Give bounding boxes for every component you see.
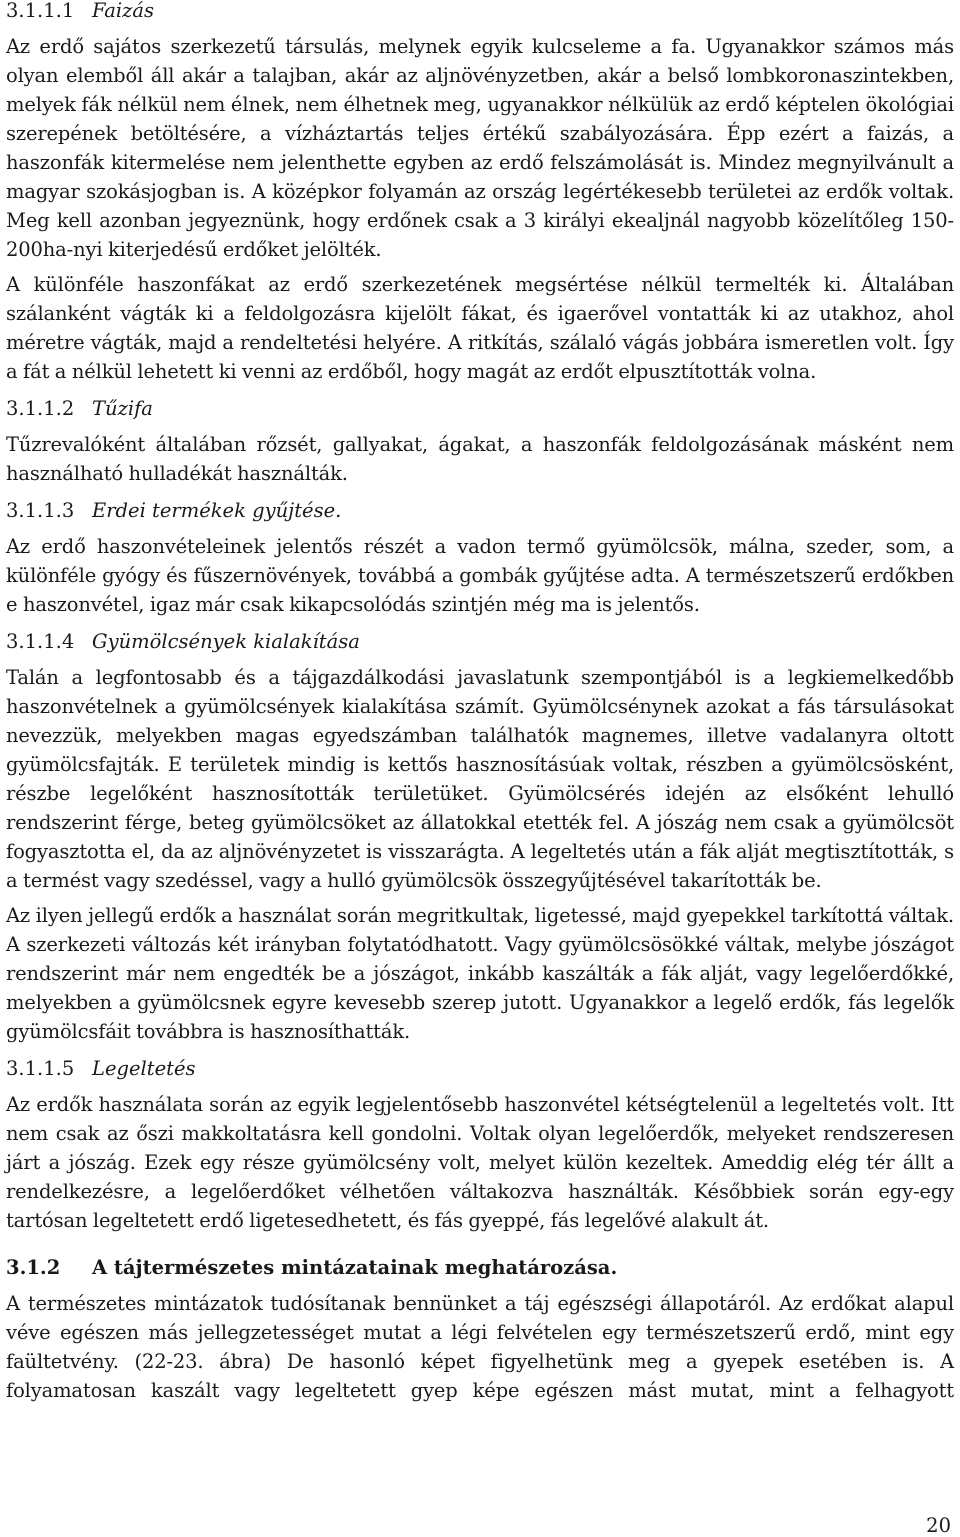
paragraph: Az ilyen jellegű erdők a használat során megritkultak, ligetessé, majd gyepekkel tarkítottá váltak. A szerkezeti változás két irányban folytatódhatott. Vagy gyümölcsösökké váltak, melybe jószágot rendszerint már nem engedték be a jószágot, inkább kaszálták a fák alját, vagy legelőerdőkké, melyekben a gyümölcsnek egyre kevesebb szerep jutott. Ugyanakkor a legelő erdők, fás legelők gyümölcsfáit továbbra is hasznosíthatták.	[6, 904, 954, 1043]
page-content	[6, 0, 954, 1405]
section-title: Gyümölcsények kialakítása	[92, 630, 360, 653]
section-number: 3.1.1.4	[6, 630, 75, 653]
section-number: 3.1.1.3	[6, 499, 75, 522]
section-title: A tájtermészetes mintázatainak meghatározása.	[92, 1256, 618, 1279]
section-title: Faizás	[92, 0, 154, 22]
section-number: 3.1.2	[6, 1256, 61, 1279]
section-heading-tuzifa	[6, 398, 954, 420]
paragraph: Talán a legfontosabb és a tájgazdálkodási javaslatunk szempontjából is a legkiemelkedőbb haszonvételnek a gyümölcsények kialakítása számít. Gyümölcsénynek azokat a fás társulásokat nevezzük, melyekben magas egyedszámban találhatók magnemes, illetve vadalanyra oltott gyümölcsfajták. E területek mindig is kettős hasznosításúak voltak, részben a gyümölcsösként, részbe legelőként hasznosították területüket. Gyümölcsérés idején az elsőként lehulló rendszerint férge, beteg gyümölcsöket az állatokkal etették fel. A jószág nem csak a gyümölcsöt fogyasztotta el, da az aljnövényzetet is visszarágta. A legeltetés után a fák alját megtisztították, s a termést vagy szedéssel, vagy a hulló gyümölcsök összegyűjtésével takarították be.	[6, 666, 954, 892]
paragraph: A különféle haszonfákat az erdő szerkezetének megsértése nélkül termelték ki. Általában szálanként vágták ki a feldolgozásra kijelölt fákat, és igaerővel vontatták ki az utakhoz, ahol méretre vágták, majd a rendeltetési helyére. A ritkítás, szálaló vágás jobbára ismeretlen volt. Így a fát a nélkül lehetett ki venni az erdőből, hogy magát az erdőt elpusztították volna.	[6, 273, 954, 383]
paragraph: Tűzrevalóként általában rőzsét, gallyakat, ágakat, a haszonfák feldolgozásának másként nem használható hulladékát használták.	[6, 433, 954, 485]
section-heading-tajtermeszetes	[6, 1257, 954, 1279]
paragraph: A természetes mintázatok tudósítanak bennünket a táj egészségi állapotáról. Az erdőkat alapul véve egészen más jellegzetességet mutat a légi felvételen egy természetszerű erdő, mint egy faültetvény. (22-23. ábra) De hasonló képet figyelhetünk meg a gyepek esetében is. A folyamatosan kaszált vagy legeltetett gyep képe egészen mást mutat, mint a felhagyott	[6, 1292, 954, 1402]
section-heading-gyumolcsenyek	[6, 631, 954, 653]
paragraph: Az erdő sajátos szerkezetű társulás, melynek egyik kulcseleme a fa. Ugyanakkor számos más olyan elemből áll akár a talajban, akár az aljnövényzetben, akár a belső lombkoronaszintekben, melyek fák nélkül nem élnek, nem élhetnek meg, ugyanakkor nélkülük az erdő képtelen ökológiai szerepének betöltésére, a vízháztartás teljes értékű szabályozására. Épp ezért a faizás, a haszonfák kitermelése nem jelenthette egyben az erdő felszámolását is. Mindez megnyilvánult a magyar szokásjogban is. A középkor folyamán az ország legértékesebb területei az erdők voltak. Meg kell azonban jegyeznünk, hogy erdőnek csak a 3 királyi ekealjnál nagyobb közelítőleg 150-200ha-nyi kiterjedésű erdőket jelölték.	[6, 35, 954, 261]
section-number: 3.1.1.2	[6, 397, 75, 420]
section-heading-faizas	[6, 0, 954, 22]
section-number: 3.1.1.1	[6, 0, 75, 22]
section-heading-erdei-termekek	[6, 500, 954, 522]
section-title: Tűzifa	[92, 397, 153, 420]
section-heading-legeltetes	[6, 1058, 954, 1080]
paragraph: Az erdő haszonvételeinek jelentős részét a vadon termő gyümölcsök, málna, szeder, som, a különféle gyógy és fűszernövények, továbbá a gombák gyűjtése adta. A természetszerű erdőkben e haszonvétel, igaz már csak kikapcsolódás szintjén még ma is jelentős.	[6, 535, 954, 616]
section-title: Erdei termékek gyűjtése.	[92, 499, 342, 522]
paragraph: Az erdők használata során az egyik legjelentősebb haszonvétel kétségtelenül a legeltetés volt. Itt nem csak az őszi makkoltatásra kell gondolni. Voltak olyan legelőerdők, melyeket rendszeresen járt a jószág. Ezek egy része gyümölcsény volt, melyet külön kezeltek. Ameddig elég tér állt a rendelkezésre, a legelőerdőket vélhetően váltakozva használták. Későbbiek során egy-egy tartósan legeltetett erdő ligetesedhetett, és fás gyeppé, fás legelővé alakult át.	[6, 1093, 954, 1232]
section-title: Legeltetés	[92, 1057, 196, 1080]
section-number: 3.1.1.5	[6, 1057, 75, 1080]
page-number: 20	[926, 1514, 951, 1537]
